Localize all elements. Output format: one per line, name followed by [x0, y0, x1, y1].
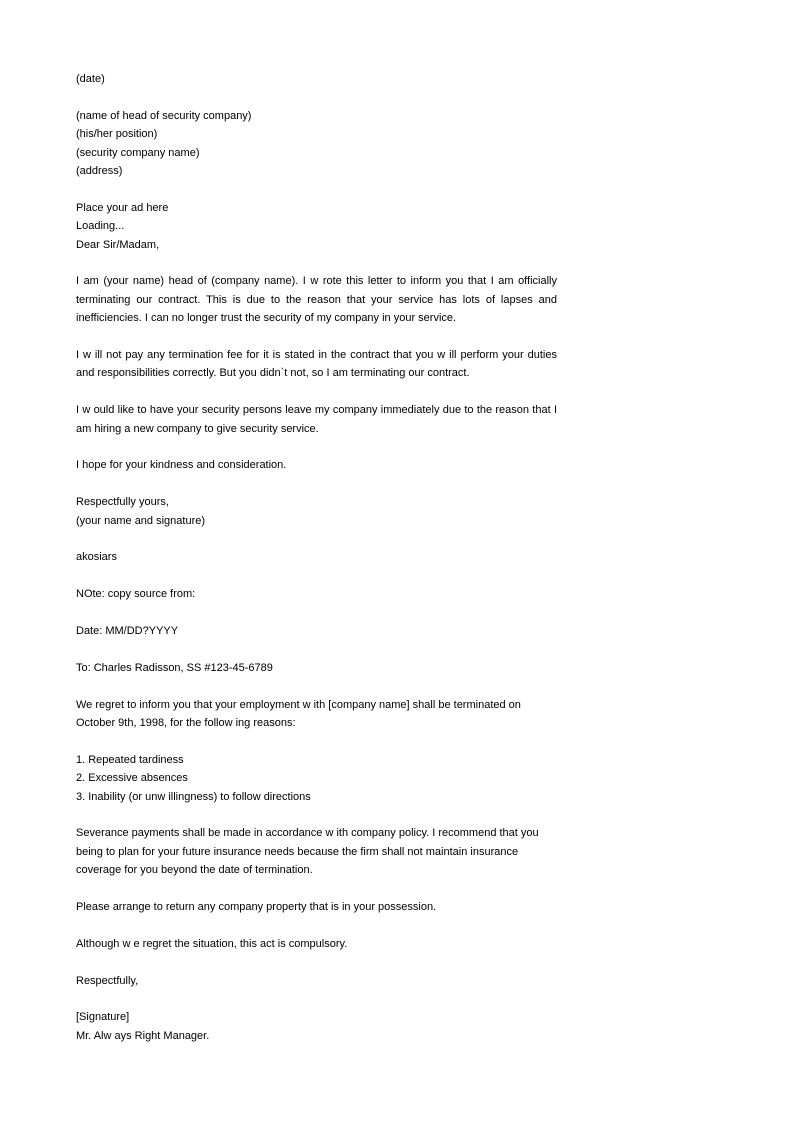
ad-placeholder: Place your ad here: [76, 201, 169, 214]
reason-item: 2. Excessive absences: [76, 772, 188, 785]
letter2-signature: [Signature]: [76, 1011, 130, 1024]
spacer: [76, 438, 557, 456]
letter2-recipient: To: Charles Radisson, SS #123-45-6789: [76, 661, 273, 674]
spacer: [76, 732, 557, 750]
signature-placeholder: (your name and signature): [76, 514, 206, 527]
letter2-intro: We regret to inform you that your employment w ith [company name] shall be terminated on October 9th, 1998, for the follow ing reasons:: [76, 698, 521, 730]
recipient-position: (his/her position): [76, 128, 158, 141]
letter-content: [76, 70, 557, 1045]
spacer: [76, 604, 557, 622]
body-paragraph-4: I hope for your kindness and consideration.: [76, 459, 287, 472]
spacer: [76, 475, 557, 493]
body-paragraph-1: I am (your name) head of (company name). I w rote this letter to inform you that I am officially terminating our contract. This is due to the reason that your service has lots of lapses and inefficiencies. I can no longer trust the security of my company in your service.: [76, 275, 557, 325]
spacer: [76, 806, 557, 824]
letter2-closing: Respectfully,: [76, 974, 139, 987]
spacer: [76, 328, 557, 346]
closing: Respectfully yours,: [76, 496, 169, 509]
body-paragraph-2: I w ill not pay any termination fee for it is stated in the contract that you w ill perform your duties and responsibilities correctly. But you didn`t not, so I am terminating our contract.: [76, 349, 557, 380]
spacer: [76, 916, 557, 934]
spacer: [76, 530, 557, 548]
letter2-signer: Mr. Alw ays Right Manager.: [76, 1029, 210, 1042]
spacer: [76, 640, 557, 658]
severance-paragraph: Severance payments shall be made in accordance w ith company policy. I recommend that you being to plan for your future insurance needs because the firm shall not maintain insurance coverage for you beyond the date of termination.: [76, 827, 539, 877]
reason-item: 3. Inability (or unw illingness) to follow directions: [76, 790, 311, 803]
regret-paragraph: Although w e regret the situation, this act is compulsory.: [76, 937, 348, 950]
body-paragraph-3: I w ould like to have your security persons leave my company immediately due to the reason that I am hiring a new company to give security service.: [76, 404, 557, 435]
recipient-address: (address): [76, 165, 123, 178]
letter-date: (date): [76, 73, 105, 85]
spacer: [76, 254, 557, 272]
source-note: NOte: copy source from:: [76, 588, 196, 601]
reason-item: 1. Repeated tardiness: [76, 753, 184, 766]
spacer: [76, 677, 557, 695]
recipient-name: (name of head of security company): [76, 109, 252, 122]
spacer: [76, 880, 557, 898]
source-author: akosiars: [76, 551, 117, 564]
spacer: [76, 567, 557, 585]
spacer: [76, 88, 557, 106]
salutation: Dear Sir/Madam,: [76, 238, 160, 251]
letter2-date: Date: MM/DD?YYYY: [76, 625, 179, 638]
spacer: [76, 180, 557, 198]
spacer: [76, 990, 557, 1008]
recipient-company: (security company name): [76, 146, 200, 159]
spacer: [76, 953, 557, 971]
property-paragraph: Please arrange to return any company property that is in your possession.: [76, 901, 437, 914]
loading-text: Loading...: [76, 220, 125, 233]
spacer: [76, 383, 557, 401]
